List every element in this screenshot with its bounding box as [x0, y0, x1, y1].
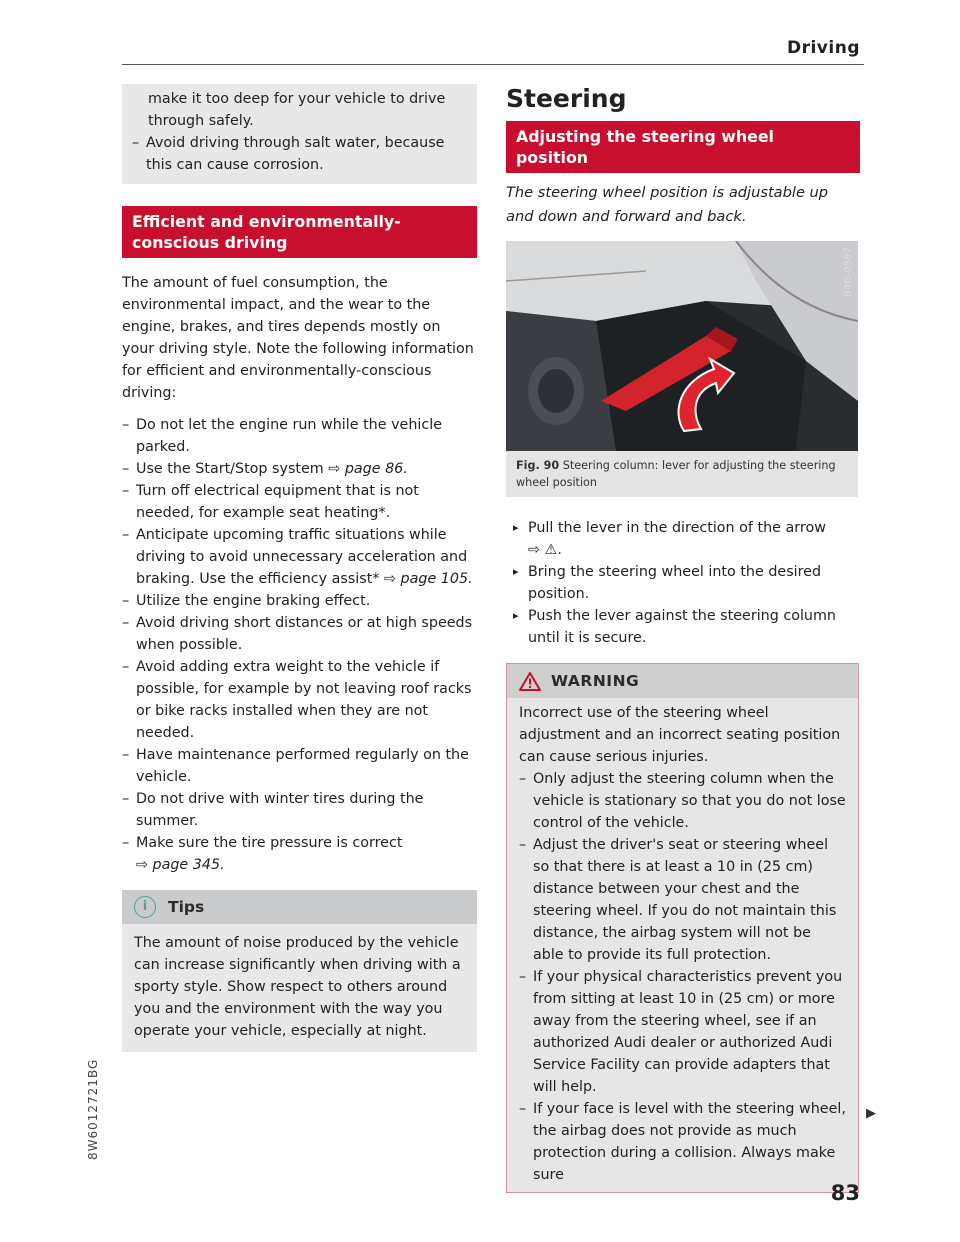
continued-text: make it too deep for your vehicle to drive through safely.	[148, 91, 446, 129]
continued-box	[122, 84, 477, 184]
section-heading-steering: Adjusting the steering wheel position	[506, 121, 860, 173]
warning-ref-link[interactable]: ⇨ ⚠.	[528, 542, 562, 558]
list-item: – Use the Start/Stop system ⇨ page 86.	[112, 458, 477, 480]
document-code: 8W6012721BG	[86, 1058, 100, 1160]
tips-box	[122, 890, 477, 1052]
tips-text: The amount of noise produced by the vehicle can increase significantly when driving with a sporty style. Show respect to others around you and the environment with the way you operate your vehicle, especially at night.	[134, 935, 461, 1039]
info-icon: i	[134, 896, 156, 918]
list-item: – Do not let the engine run while the vehicle parked.	[112, 414, 477, 458]
header-rule	[122, 64, 864, 65]
list-item: – Adjust the driver's seat or steering wheel so that there is at least a 10 in (25 cm) distance between your chest and the steering wheel. If you do not maintain this distance, the airbag system will not be able to provide its full protection.	[509, 834, 846, 966]
list-item: – Avoid adding extra weight to the vehicle if possible, for example by not leaving roof racks or bike racks installed when they are not needed.	[112, 656, 477, 744]
continue-arrow-icon: ▶	[866, 1106, 876, 1121]
warning-body	[507, 698, 858, 1192]
left-column	[122, 84, 477, 1052]
warning-box	[506, 663, 859, 1193]
running-head: Driving	[786, 38, 860, 58]
warning-list	[509, 768, 846, 1186]
list-item: ▸ Push the lever against the steering column until it is secure.	[506, 605, 860, 649]
page-ref-link[interactable]: ⇨ page 105.	[384, 571, 473, 587]
caption-label: Fig. 90	[516, 459, 560, 472]
warning-triangle-icon	[519, 672, 541, 691]
list-item: – Only adjust the steering column when the vehicle is stationary so that you do not lose control of the vehicle.	[509, 768, 846, 834]
page-ref-link[interactable]: ⇨ page 345.	[136, 857, 225, 873]
list-item: – Avoid driving through salt water, because this can cause corrosion.	[122, 132, 465, 176]
list-item: – If your face is level with the steering wheel, the airbag does not provide as much protection during a collision. Always make sure	[509, 1098, 846, 1186]
caption-text: Steering column: lever for adjusting the steering wheel position	[516, 459, 836, 489]
page-ref-link[interactable]: ⇨ page 86.	[328, 461, 408, 477]
efficient-intro: The amount of fuel consumption, the environmental impact, and the wear to the engine, brakes, and tires depends mostly on your driving style. Note the following information for efficient and environmentally-conscious driving:	[122, 275, 474, 401]
tips-body	[122, 924, 477, 1052]
list-item: – Have maintenance performed regularly on the vehicle.	[112, 744, 477, 788]
warning-intro: Incorrect use of the steering wheel adjustment and an incorrect seating position can cause serious injuries.	[519, 705, 841, 765]
section-intro: The steering wheel position is adjustable up and down and forward and back.	[506, 184, 829, 225]
tips-header	[122, 890, 477, 924]
section-heading-efficient: Efficient and environmentally-conscious driving	[122, 206, 477, 258]
list-item: – Avoid driving short distances or at high speeds when possible.	[112, 612, 477, 656]
right-column	[506, 84, 860, 1193]
tips-title: Tips	[168, 898, 205, 916]
list-item: ▸ Pull the lever in the direction of the arrow ⇨ ⚠.	[506, 517, 860, 561]
list-item: ▸ Bring the steering wheel into the desired position.	[506, 561, 860, 605]
list-item: – Anticipate upcoming traffic situations while driving to avoid unnecessary acceleration and braking. Use the efficiency assist* ⇨ page 105.	[112, 524, 477, 590]
warning-title: WARNING	[551, 672, 640, 690]
list-item: – Utilize the engine braking effect.	[112, 590, 477, 612]
continued-list	[122, 132, 465, 176]
list-item: – Turn off electrical equipment that is not needed, for example seat heating*.	[112, 480, 477, 524]
efficient-list	[112, 414, 477, 876]
steering-column-illustration	[506, 241, 858, 451]
figure-caption	[506, 451, 858, 497]
procedure-steps	[506, 517, 860, 649]
list-item: – Do not drive with winter tires during the summer.	[112, 788, 477, 832]
warning-header	[507, 664, 858, 698]
list-item: – Make sure the tire pressure is correct ⇨ page 345.	[112, 832, 477, 876]
page-number: 83	[830, 1181, 860, 1205]
figure-tag: B4G-0567	[843, 247, 854, 298]
figure-steering-lever	[506, 241, 858, 451]
page-title: Steering	[506, 84, 627, 113]
list-item: – If your physical characteristics prevent you from sitting at least 10 in (25 cm) or more away from the steering wheel, see if an authorized Audi dealer or authorized Audi Service Facility can provide adapters that will help.	[509, 966, 846, 1098]
